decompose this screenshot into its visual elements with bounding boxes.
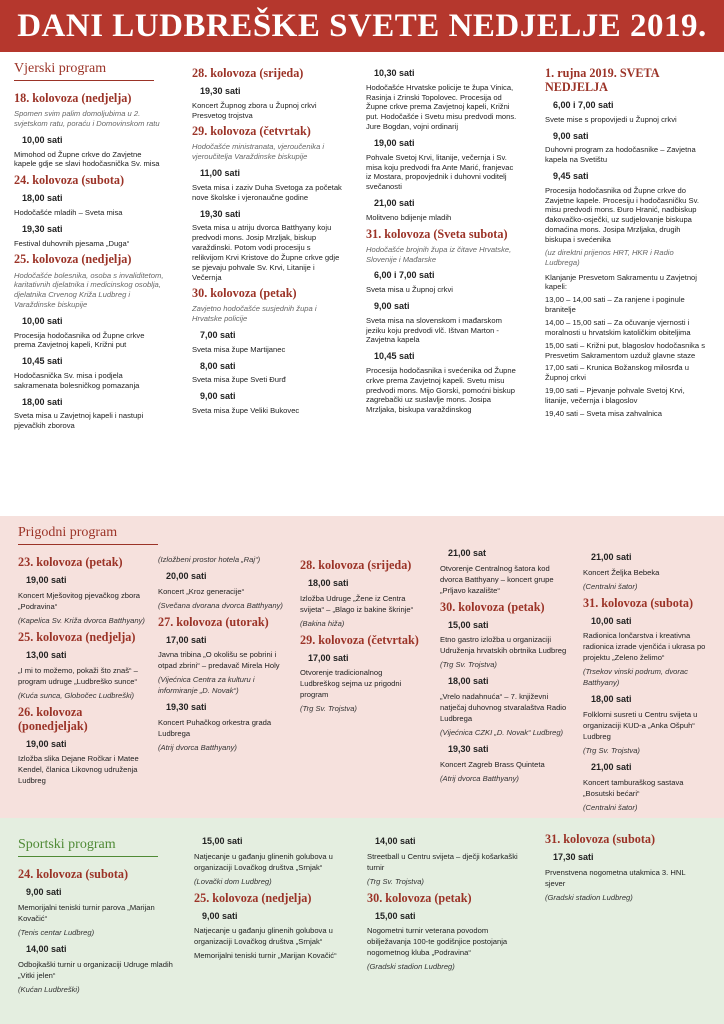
day-heading: 26. kolovoza (ponedjeljak) bbox=[18, 704, 88, 733]
event-location: (Centralni šator) bbox=[583, 802, 638, 812]
day-heading: 31. kolovoza (Sveta subota) bbox=[366, 226, 508, 241]
event-desc: Koncert „Kroz generacije“ bbox=[158, 586, 245, 596]
adoration-line: 14,00 – 15,00 sati – Za očuvanje vjernosti i moralnosti u hrvatskim katoličkim obiteljima bbox=[545, 318, 691, 337]
event-time: 20,00 sati bbox=[166, 571, 207, 581]
event-time: 15,00 sati bbox=[448, 619, 489, 630]
event-time: 17,00 sati bbox=[308, 652, 349, 663]
event-desc: Koncert Zagreb Brass Quinteta bbox=[440, 759, 545, 769]
event-desc: Hodočašće Hrvatske policije te župa Vinica, Rasinja i Zrinski Topolovec. Procesija od Župne crkve prema Zavjetnoj kapeli, Križni put. Hodočašće i Svetu misu predvodi mons. Jure Bogdan, vojni ordinarij bbox=[366, 82, 517, 132]
day-heading: 31. kolovoza (subota) bbox=[545, 832, 656, 846]
event-time: 18,00 sati bbox=[22, 193, 63, 204]
day-heading: 30. kolovoza (petak) bbox=[192, 286, 297, 301]
occasional-column-2 bbox=[158, 554, 286, 756]
event-note: Spomen svim palim domoljubima u 2. svjetskom ratu, poraću i Domovinskom ratu bbox=[14, 109, 160, 129]
event-time: 19,30 sati bbox=[166, 702, 207, 713]
event-time: 6,00 i 7,00 sati bbox=[553, 100, 614, 111]
occasional-column-1 bbox=[18, 524, 146, 789]
event-time: 19,00 sati bbox=[26, 575, 67, 586]
event-time: 17,00 sati bbox=[166, 634, 207, 645]
event-time: 19,00 sati bbox=[26, 738, 67, 749]
event-time: 10,00 sati bbox=[22, 315, 63, 326]
event-desc: Prvenstvena nogometna utakmica 3. HNL sjever bbox=[545, 867, 686, 888]
sports-column-4 bbox=[545, 828, 705, 906]
event-desc: Hodočašće mladih – Sveta misa bbox=[14, 208, 123, 218]
day-heading: 23. kolovoza (petak) bbox=[18, 555, 123, 570]
event-time: 7,00 sati bbox=[200, 330, 236, 341]
event-desc: Otvorenje Centralnog šatora kod dvorca Batthyany – koncert grupe „Prljavo kazalište“ bbox=[440, 563, 554, 595]
event-desc: Koncert tamburaškog sastava „Bosutski bećari“ bbox=[583, 777, 684, 798]
event-desc: Etno gastro izložba u organizaciji Udruženja hrvatskih obrtnika Ludbreg bbox=[440, 635, 567, 656]
event-location: (Gradski stadion Ludbreg) bbox=[545, 892, 633, 902]
event-location: (Atrij dvorca Batthyany) bbox=[158, 743, 237, 753]
event-time: 9,00 sati bbox=[374, 300, 410, 311]
event-desc: Natjecanje u gađanju glinenih golubova u organizaciji Lovačkog društva „Srnjak“ bbox=[194, 926, 333, 947]
event-desc: Javna tribina „O okolišu se pobrini i otpad zbrini“ – predavač Mirela Holy bbox=[158, 650, 280, 671]
day-heading: 1. rujna 2019. SVETA NEDJELJA bbox=[545, 66, 659, 95]
event-desc: Koncert Mješovitog pjevačkog zbora „Podravina“ bbox=[18, 590, 140, 611]
event-desc: Odbojkaški turnir u organizaciji Udruge mladih „Vitki jelen“ bbox=[18, 959, 173, 980]
event-location: (Vijećnica Centra za kulturu i informiranje „D. Novak“) bbox=[158, 675, 255, 696]
event-time: 9,00 sati bbox=[200, 391, 236, 402]
religious-column-3 bbox=[366, 62, 518, 418]
religious-column-1 bbox=[14, 60, 164, 434]
event-time: 8,00 sati bbox=[200, 360, 236, 371]
adoration-line: 17,00 sati – Krunica Božanskog milosrđa u Župnoj crkvi bbox=[545, 363, 689, 383]
event-location: (Kapelica Sv. Križa dvorca Batthyany) bbox=[18, 615, 145, 625]
event-location: (Trsekov vinski podrum, dvorac Batthyany) bbox=[583, 667, 688, 688]
occasional-column-4 bbox=[440, 542, 570, 787]
event-time: 21,00 sati bbox=[591, 552, 632, 562]
event-note: (uz direktni prijenos HRT, HKR i Radio Ludbrega) bbox=[545, 247, 674, 267]
day-heading: 25. kolovoza (nedjelja) bbox=[194, 890, 312, 905]
event-time: 10,45 sati bbox=[374, 351, 415, 362]
day-heading: 24. kolovoza (subota) bbox=[14, 173, 125, 188]
occasional-column-5 bbox=[583, 546, 713, 816]
event-time: 19,30 sati bbox=[200, 208, 241, 219]
sports-column-1 bbox=[18, 836, 183, 998]
event-desc: Sveta misa u atriju dvorca Batthyany koju predvodi mons. Josip Mrzljak, biskup varaždinski. Potom vodi procesiju s relikvijom Krvi Kristove do Župne crkve gdje se pjevaju pohvale Sv. Krvi, Litanije i Večernja bbox=[192, 223, 340, 282]
event-time: 10,00 sati bbox=[591, 615, 632, 626]
event-time: 17,30 sati bbox=[553, 852, 594, 863]
event-time: 21,00 sati bbox=[591, 762, 632, 773]
sports-column-3 bbox=[367, 830, 527, 975]
event-location: (Izložbeni prostor hotela „Raj“) bbox=[158, 555, 261, 564]
event-location: (Bakina hiža) bbox=[300, 618, 345, 628]
event-time: 18,00 sati bbox=[448, 676, 489, 687]
event-desc: Otvorenje tradicionalnog Ludbreškog sejma uz prigodni program bbox=[300, 668, 402, 700]
religious-column-4 bbox=[545, 62, 705, 422]
occasional-column-3 bbox=[300, 554, 420, 717]
event-desc: Memorijalni teniski turnir „Marijan Kovačić“ bbox=[194, 951, 337, 961]
event-location: (Gradski stadion Ludbreg) bbox=[367, 962, 455, 972]
event-location: (Centralni šator) bbox=[583, 581, 638, 591]
event-desc: Duhovni program za hodočasnike – Zavjetna kapela na Svetištu bbox=[545, 145, 696, 165]
day-heading: 24. kolovoza (subota) bbox=[18, 867, 129, 882]
event-desc: „I mi to možemo, pokaži što znaš“ – program udruge „Ludbreško sunce“ bbox=[18, 665, 138, 686]
event-desc: Pohvale Svetoj Krvi, litanije, večernja i Sv. misa koju predvodi fra Ante Marić, franjevac iz Mostara, propovjednik i duhovni voditelj svečanosti bbox=[366, 152, 514, 192]
event-time: 6,00 i 7,00 sati bbox=[374, 270, 435, 281]
event-time: 9,00 sati bbox=[202, 910, 238, 921]
event-desc: Sveta misa u Župnoj crkvi bbox=[366, 285, 453, 295]
event-time: 15,00 sati bbox=[375, 910, 416, 921]
occasional-program-title: Prigodni program bbox=[18, 524, 158, 545]
event-desc: Sveta misa na slovenskom i mađarskom jeziku koju predvodi vlč. Ištvan Marton - Zavjetna kapela bbox=[366, 315, 502, 345]
event-location: (Svečana dvorana dvorca Batthyany) bbox=[158, 600, 283, 610]
event-time: 18,00 sati bbox=[591, 694, 632, 705]
day-heading: 30. kolovoza (petak) bbox=[440, 599, 545, 614]
event-desc: Izložba Udruge „Žene iz Centra svijeta“ – „Blago iz bakine škrinje“ bbox=[300, 593, 414, 614]
event-desc: Koncert Puhačkog orkestra grada Ludbrega bbox=[158, 718, 272, 739]
adoration-line: 19,40 sati – Sveta misa zahvalnica bbox=[545, 408, 662, 418]
day-heading: 28. kolovoza (srijeda) bbox=[192, 66, 304, 80]
page-title: DANI LUDBREŠKE SVETE NEDJELJE 2019. bbox=[0, 0, 724, 52]
event-location: (Trg Sv. Trojstva) bbox=[300, 704, 357, 714]
event-desc: Natjecanje u gađanju glinenih golubova u organizaciji Lovačkog društva „Srnjak“ bbox=[194, 851, 333, 872]
day-heading: 27. kolovoza (utorak) bbox=[158, 614, 269, 629]
sports-program-section bbox=[0, 818, 724, 1024]
event-time: 21,00 sat bbox=[448, 548, 487, 558]
event-desc: „Vrelo nadahnuća“ – 7. književni natječaj duhovnog stvaralaštva Radio Ludbrega bbox=[440, 692, 567, 724]
event-location: (Lovački dom Ludbreg) bbox=[194, 876, 272, 886]
event-desc: Streetball u Centru svijeta – dječji košarkaški turnir bbox=[367, 851, 518, 872]
event-desc: Procesija hodočasnika od Župne crkve prema Zavjetnoj kapeli, Križni put bbox=[14, 330, 145, 350]
event-desc: Memorijalni teniski turnir parova „Marijan Kovačić“ bbox=[18, 902, 155, 923]
event-desc: Koncert Župnog zbora u Župnoj crkvi Presvetog trojstva bbox=[192, 100, 317, 120]
religious-column-2 bbox=[192, 62, 342, 419]
event-time: 14,00 sati bbox=[26, 943, 67, 954]
sports-program-title: Sportski program bbox=[18, 836, 158, 857]
day-heading: 18. kolovoza (nedjelja) bbox=[14, 91, 132, 106]
event-desc: Hodočasnička Sv. misa i podjela sakramenata bolesničkog pomazanja bbox=[14, 371, 140, 390]
event-time: 14,00 sati bbox=[375, 836, 416, 846]
event-desc: Procesija hodočasnika i svećenika od Župne crkve prema Zavjetnoj kapeli. Svetu misu predvodi mons. Mijo Gorski, pomoćni biskup zagrebački uz suslavlje mons. Josipa Mrzljaka, biskupa varaždinskog bbox=[366, 365, 516, 415]
event-desc: Sveta misa župe Martijanec bbox=[192, 344, 286, 354]
event-time: 10,45 sati bbox=[22, 356, 63, 367]
event-desc: Radionica lončarstva i kreativna radionica izrade vjenčića i ukrasa po projektu „Zeleno želimo“ bbox=[583, 631, 706, 663]
adoration-line: 19,00 sati – Pjevanje pohvale Svetoj Krvi, litanije, večernja i blagoslov bbox=[545, 386, 685, 406]
event-location: (Tenis centar Ludbreg) bbox=[18, 927, 95, 937]
event-time: 13,00 sati bbox=[26, 649, 67, 660]
event-time: 15,00 sati bbox=[202, 836, 243, 846]
day-heading: 31. kolovoza (subota) bbox=[583, 595, 694, 610]
adoration-line: 15,00 sati – Križni put, blagoslov hodočasnika s Presvetim Sakramentom uzduž glavne staze bbox=[545, 340, 705, 360]
event-desc: Molitveno bdijenje mladih bbox=[366, 212, 452, 222]
event-location: (Trg Sv. Trojstva) bbox=[583, 746, 640, 756]
day-heading: 29. kolovoza (četvrtak) bbox=[192, 124, 311, 139]
adoration-line: 13,00 – 14,00 sati – Za ranjene i poginule branitelje bbox=[545, 295, 685, 315]
event-desc: Festival duhovnih pjesama „Duga“ bbox=[14, 238, 130, 248]
event-time: 19,30 sati bbox=[448, 744, 489, 755]
event-desc: Mimohod od Župne crkve do Zavjetne kapele gdje se slavi hodočasnička Sv. misa bbox=[14, 149, 160, 169]
event-time: 19,00 sati bbox=[374, 137, 415, 148]
event-desc: Procesija hodočasnika od Župne crkve do Zavjetne kapele. Procesiju i hodočasničku Sv. misu predvodi mons. Đuro Hranić, nadbiskup đakovačko-osječki, uz sudjelovanje biskupa domaćina mons. Josipa Mrzljaka, drugih biskupa i svećenika bbox=[545, 185, 699, 244]
event-desc: Sveta misa i zaziv Duha Svetoga za početak nove školske i vjeronaučne godine bbox=[192, 182, 342, 202]
religious-program-title: Vjerski program bbox=[14, 60, 154, 81]
event-note: Hodočašće ministranata, vjeroučenika i vjeroučitelja Varaždinske biskupije bbox=[192, 142, 325, 162]
sports-column-2 bbox=[194, 830, 344, 964]
event-location: (Kuća sunca, Globočec Ludbreški) bbox=[18, 690, 135, 700]
event-desc: Folklorni susreti u Centru svijeta u organizaciji KUD-a „Anka Ošpuh“ Ludbreg bbox=[583, 710, 698, 742]
event-time: 19,30 sati bbox=[22, 223, 63, 234]
day-heading: 25. kolovoza (nedjelja) bbox=[14, 252, 132, 267]
day-heading: 29. kolovoza (četvrtak) bbox=[300, 632, 419, 647]
event-time: 9,00 sati bbox=[26, 887, 62, 898]
event-desc: Sveta misa župe Sveti Đurđ bbox=[192, 375, 286, 385]
event-desc: Koncert Željka Bebeka bbox=[583, 567, 660, 577]
event-location: (Atrij dvorca Batthyany) bbox=[440, 773, 519, 783]
event-desc: Sveta misa u Zavjetnoj kapeli i nastupi pjevačkih zborova bbox=[14, 411, 144, 431]
occasional-program-section bbox=[0, 516, 724, 818]
event-location: (Trg Sv. Trojstva) bbox=[440, 660, 497, 670]
event-desc: Klanjanje Presvetom Sakramentu u Zavjetnoj kapeli: bbox=[545, 272, 697, 292]
event-desc: Svete mise s propovijedi u Župnoj crkvi bbox=[545, 114, 677, 124]
event-location: (Kućan Ludbreški) bbox=[18, 984, 80, 994]
event-time: 10,00 sati bbox=[22, 134, 63, 145]
event-time: 18,00 sati bbox=[22, 396, 63, 407]
religious-program-section bbox=[0, 52, 724, 516]
event-note: Zavjetno hodočašće susjednih župa i Hrvatske policije bbox=[192, 304, 317, 324]
event-time: 21,00 sati bbox=[374, 198, 415, 209]
day-heading: 30. kolovoza (petak) bbox=[367, 890, 472, 905]
event-time: 19,30 sati bbox=[200, 86, 241, 97]
event-desc: Sveta misa župe Veliki Bukovec bbox=[192, 405, 300, 415]
event-desc: Izložba slika Dejane Ročkar i Matee Kendel, članica Likovnog udruženja Ludbreg bbox=[18, 754, 139, 786]
event-time: 11,00 sati bbox=[200, 168, 241, 179]
day-heading: 28. kolovoza (srijeda) bbox=[300, 558, 412, 572]
event-location: (Vijećnica CZKI „D. Novak“ Ludbreg) bbox=[440, 728, 564, 738]
event-time: 10,30 sati bbox=[374, 68, 415, 78]
event-location: (Trg Sv. Trojstva) bbox=[367, 876, 424, 886]
event-time: 9,45 sati bbox=[553, 171, 589, 182]
event-note: Hodočašće bolesnika, osoba s invaliditetom, karitativnih djelatnika i medicinskog osoblja, djelatnika Crvenog Križa Ludbreg i Varaždinske biskupije bbox=[14, 270, 164, 310]
event-desc: Nogometni turnir veterana povodom obilježavanja 100-te godišnjice postojanja nogometnog kluba „Podravina“ bbox=[367, 926, 508, 958]
event-time: 9,00 sati bbox=[553, 130, 589, 141]
day-heading: 25. kolovoza (nedjelja) bbox=[18, 629, 136, 644]
event-time: 18,00 sati bbox=[308, 578, 349, 589]
event-note: Hodočašće brojnih župa iz čitave Hrvatske, Slovenije i Mađarske bbox=[366, 244, 512, 264]
